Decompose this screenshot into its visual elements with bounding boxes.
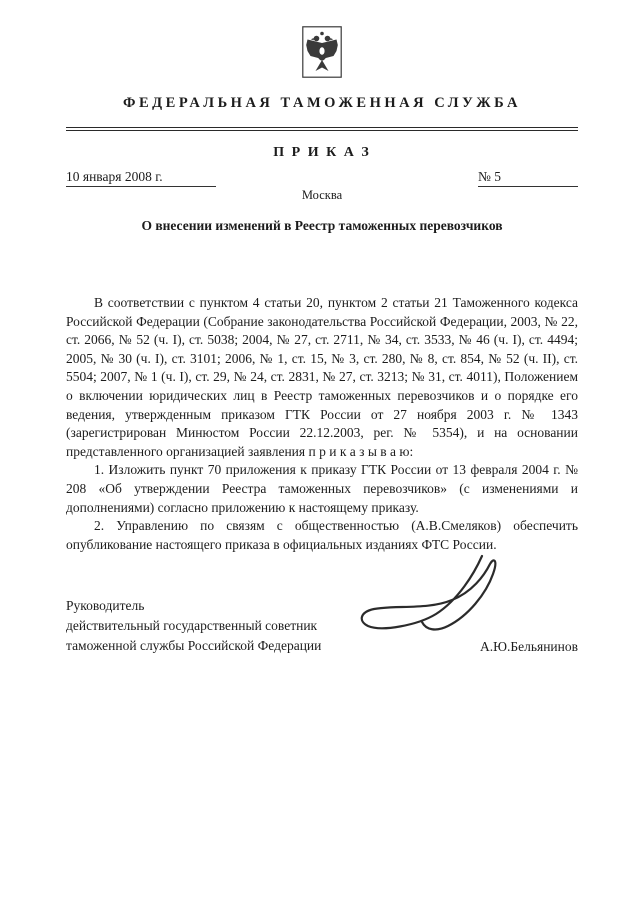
document-number: № 5 (478, 169, 578, 187)
document-type-heading: П Р И К А З (273, 145, 371, 160)
agency-name: ФЕДЕРАЛЬНАЯ ТАМОЖЕННАЯ СЛУЖБА (123, 95, 521, 111)
body-paragraph-item-1: 1. Изложить пункт 70 приложения к приказу ГТК России от 13 февраля 2004 г. № 208 «Об утверждении Реестра таможенных перевозчиков» (с изменениями и дополнениями) согласно приложению к настоящему приказу. (66, 462, 578, 515)
emblem-area (66, 26, 578, 83)
document-date: 10 января 2008 г. (66, 169, 216, 187)
document-title: О внесении изменений в Реестр таможенных перевозчиков (141, 218, 503, 233)
signer-position (66, 596, 321, 656)
signature-block (66, 596, 578, 656)
signer-position-line-1: Руководитель (66, 598, 145, 614)
body-paragraph-item-2: 2. Управлению по связям с общественностью (А.В.Смеляков) обеспечить опубликование настоящего приказа в официальных изданиях ФТС России. (66, 518, 578, 552)
signer-name: А.Ю.Бельянинов (479, 639, 578, 655)
issue-city: Москва (301, 188, 343, 202)
signer-position-line-2: действительный государственный советник (66, 618, 318, 634)
russia-coat-of-arms-icon (302, 26, 342, 78)
signer-position-line-3: таможенной службы Российской Федерации (66, 638, 322, 654)
date-number-row (66, 169, 578, 187)
letterhead-divider (66, 127, 578, 131)
body-paragraph-preamble: В соответствии с пунктом 4 статьи 20, пунктом 2 статьи 21 Таможенного кодекса Российской Федерации (Собрание законодательства Российской Федерации, 2003, № 22, ст. 2066, № 52 (ч. I), ст. 5038; 2004, № 27, ст. 2711, № 34, ст. 3533, № 46 (ч. I), ст. 4494; 2005, № 30 (ч. I), ст. 3101; 2006, № 1, ст. 15, № 3, ст. 280, № 8, ст. 854, № 52 (ч. II), ст. 5504; 2007, № 1 (ч. I), ст. 29, № 24, ст. 2831, № 27, ст. 3213; № 31, ст. 4011), Положением о включении юридических лиц в Реестр таможенных перевозчиков и о порядке его ведения, утвержденным приказом ГТК России от 27 ноября 2003 г. № 1343 (зарегистрирован Минюстом России 22.12.2003, рег. № 5354), и на основании представленного организацией заявления п р и к а з ы в а ю: (66, 295, 578, 459)
document-body (66, 294, 578, 554)
